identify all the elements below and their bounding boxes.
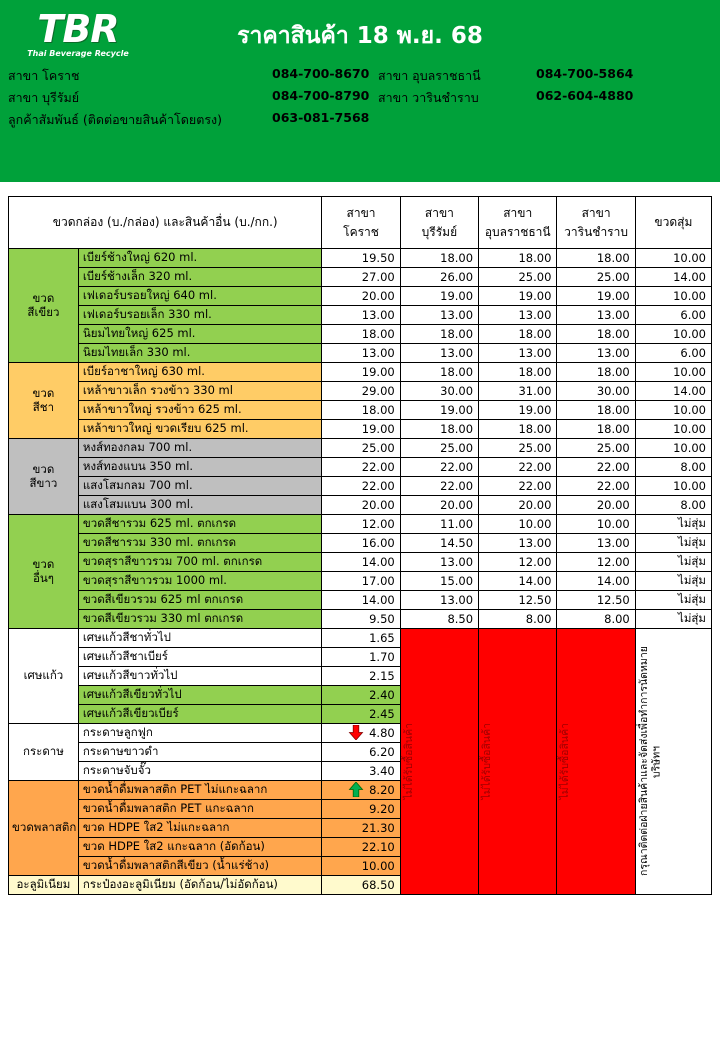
price-korat: 8.20 xyxy=(322,781,400,800)
price-korat: 20.00 xyxy=(322,287,400,306)
product-name: ขวดสีเขียวรวม 625 ml ตกเกรด xyxy=(78,591,322,610)
product-name: แสงโสมแบน 300 ml. xyxy=(78,496,322,515)
material-name: ขวดน้ำดื่มพลาสติก PET ไม่แกะฉลาก xyxy=(78,781,322,800)
price-korat: 27.00 xyxy=(322,268,400,287)
price-warin: 12.00 xyxy=(557,553,635,572)
price-korat: 18.00 xyxy=(322,401,400,420)
table-row xyxy=(9,420,712,439)
table-row xyxy=(9,306,712,325)
price-buriram: 20.00 xyxy=(400,496,478,515)
price-ubon: 18.00 xyxy=(479,249,557,268)
price-korat: 22.00 xyxy=(322,458,400,477)
product-name: ขวดสีเขียวรวม 330 ml ตกเกรด xyxy=(78,610,322,629)
header-branch-ubon: สาขา อุบลราชธานี xyxy=(479,197,557,249)
price-warin: 10.00 xyxy=(557,515,635,534)
branch-label-buriram: สาขา บุรีรัมย์ xyxy=(8,90,80,105)
header-branch-korat: สาขา โคราช xyxy=(322,197,400,249)
price-buriram: 19.00 xyxy=(400,287,478,306)
product-name: เหล้าขาวเล็ก รวงข้าว 330 ml xyxy=(78,382,322,401)
product-name: เบียร์อาชาใหญ่ 630 ml. xyxy=(78,363,322,382)
price-warin: 13.00 xyxy=(557,534,635,553)
material-name: เศษแก้วสีชาทั่วไป xyxy=(78,629,322,648)
price-warin: 18.00 xyxy=(557,325,635,344)
price-warin: 12.50 xyxy=(557,591,635,610)
price-ubon: 12.00 xyxy=(479,553,557,572)
branch-phone-korat: 084-700-8670 xyxy=(272,66,370,81)
price-buriram: 30.00 xyxy=(400,382,478,401)
table-row xyxy=(9,610,712,629)
page-title: ราคาสินค้า 18 พ.ย. 68 xyxy=(237,23,483,49)
price-korat: 6.20 xyxy=(322,743,400,762)
price-warin: 30.00 xyxy=(557,382,635,401)
no-purchase-note-ubon: ไม่ได้รับซื้อสินค้า xyxy=(479,629,557,895)
price-random: 6.00 xyxy=(635,344,711,363)
header-branch-buriram: สาขา บุรีรัมย์ xyxy=(400,197,478,249)
price-korat: 22.10 xyxy=(322,838,400,857)
price-korat: 14.00 xyxy=(322,553,400,572)
table-row xyxy=(9,572,712,591)
price-buriram: 19.00 xyxy=(400,401,478,420)
price-down-icon xyxy=(348,725,364,740)
product-name: เฟเดอร์บรอยใหญ่ 640 ml. xyxy=(78,287,322,306)
price-warin: 19.00 xyxy=(557,287,635,306)
price-korat: 21.30 xyxy=(322,819,400,838)
price-up-icon xyxy=(348,782,364,797)
price-buriram: 14.50 xyxy=(400,534,478,553)
table-row xyxy=(9,344,712,363)
product-name: เบียร์ช้างเล็ก 320 ml. xyxy=(78,268,322,287)
product-name: นิยมไทยเล็ก 330 ml. xyxy=(78,344,322,363)
logo-tagline: Thai Beverage Recycle xyxy=(27,49,129,58)
price-ubon: 22.00 xyxy=(479,477,557,496)
price-random: 10.00 xyxy=(635,363,711,382)
price-random: ไม่สุ่ม xyxy=(635,515,711,534)
material-group-label: อะลูมิเนียม xyxy=(9,876,79,895)
material-name: เศษแก้วสีเขียวเบียร์ xyxy=(78,705,322,724)
price-warin: 18.00 xyxy=(557,401,635,420)
material-group-label: ขวดพลาสติก xyxy=(9,781,79,876)
price-ubon: 12.50 xyxy=(479,591,557,610)
material-name: กระดาษจับจั๊ว xyxy=(78,762,322,781)
price-random: 14.00 xyxy=(635,382,711,401)
contact-row xyxy=(8,88,708,110)
price-ubon: 18.00 xyxy=(479,363,557,382)
price-warin: 18.00 xyxy=(557,420,635,439)
company-logo xyxy=(8,8,148,60)
price-buriram: 8.50 xyxy=(400,610,478,629)
price-warin: 25.00 xyxy=(557,439,635,458)
price-warin: 13.00 xyxy=(557,306,635,325)
table-row xyxy=(9,629,712,648)
price-random: 10.00 xyxy=(635,477,711,496)
price-ubon: 25.00 xyxy=(479,439,557,458)
price-random: 10.00 xyxy=(635,249,711,268)
price-korat: 2.15 xyxy=(322,667,400,686)
header-random-bottle: ขวดสุ่ม xyxy=(635,197,711,249)
customer-relations-label: ลูกค้าสัมพันธ์ (ติดต่อขายสินค้าโดยตรง) xyxy=(8,112,223,127)
price-korat: 1.65 xyxy=(322,629,400,648)
product-name: แสงโสมกลม 700 ml. xyxy=(78,477,322,496)
material-name: กระดาษลูกฟูก xyxy=(78,724,322,743)
table-row xyxy=(9,439,712,458)
price-buriram: 18.00 xyxy=(400,420,478,439)
table-row xyxy=(9,363,712,382)
price-random: 8.00 xyxy=(635,458,711,477)
price-random: 6.00 xyxy=(635,306,711,325)
price-warin: 22.00 xyxy=(557,477,635,496)
price-buriram: 18.00 xyxy=(400,363,478,382)
price-buriram: 13.00 xyxy=(400,344,478,363)
table-row xyxy=(9,534,712,553)
material-name: กระดาษขาวดำ xyxy=(78,743,322,762)
price-korat: 19.00 xyxy=(322,420,400,439)
price-korat: 29.00 xyxy=(322,382,400,401)
price-ubon: 19.00 xyxy=(479,287,557,306)
price-korat: 3.40 xyxy=(322,762,400,781)
table-row xyxy=(9,249,712,268)
price-ubon: 14.00 xyxy=(479,572,557,591)
price-ubon: 8.00 xyxy=(479,610,557,629)
price-korat: 19.00 xyxy=(322,363,400,382)
price-korat: 14.00 xyxy=(322,591,400,610)
price-random: 8.00 xyxy=(635,496,711,515)
table-row xyxy=(9,496,712,515)
table-row xyxy=(9,268,712,287)
price-warin: 13.00 xyxy=(557,344,635,363)
price-buriram: 26.00 xyxy=(400,268,478,287)
product-group-label: ขวด สีเขียว xyxy=(9,249,79,363)
price-warin: 20.00 xyxy=(557,496,635,515)
material-name: ขวดน้ำดื่มพลาสติก PET แกะฉลาก xyxy=(78,800,322,819)
price-warin: 8.00 xyxy=(557,610,635,629)
product-group-label: ขวด อื่นๆ xyxy=(9,515,79,629)
price-buriram: 11.00 xyxy=(400,515,478,534)
branch-phone-ubon: 084-700-5864 xyxy=(536,66,634,81)
product-name: เหล้าขาวใหญ่ ขวดเรียบ 625 ml. xyxy=(78,420,322,439)
product-name: หงส์ทองแบน 350 ml. xyxy=(78,458,322,477)
price-korat: 19.50 xyxy=(322,249,400,268)
price-korat: 13.00 xyxy=(322,344,400,363)
price-table-wrap xyxy=(8,196,712,895)
price-ubon: 13.00 xyxy=(479,534,557,553)
price-korat: 2.40 xyxy=(322,686,400,705)
footer-blank xyxy=(0,960,720,1040)
price-korat: 16.00 xyxy=(322,534,400,553)
price-buriram: 18.00 xyxy=(400,325,478,344)
material-name: ขวด HDPE ใส2 ไม่แกะฉลาก xyxy=(78,819,322,838)
table-row xyxy=(9,325,712,344)
material-name: ขวดน้ำดื่มพลาสติกสีเขียว (น้ำแร่ช้าง) xyxy=(78,857,322,876)
table-row xyxy=(9,553,712,572)
price-korat: 2.45 xyxy=(322,705,400,724)
table-row xyxy=(9,401,712,420)
price-korat: 4.80 xyxy=(322,724,400,743)
contact-block xyxy=(8,66,708,132)
table-row xyxy=(9,591,712,610)
table-row xyxy=(9,287,712,306)
price-ubon: 18.00 xyxy=(479,325,557,344)
price-random: 10.00 xyxy=(635,439,711,458)
price-random: ไม่สุ่ม xyxy=(635,610,711,629)
branch-phone-buriram: 084-700-8790 xyxy=(272,88,370,103)
price-buriram: 13.00 xyxy=(400,306,478,325)
price-random: 10.00 xyxy=(635,401,711,420)
price-ubon: 22.00 xyxy=(479,458,557,477)
price-korat: 17.00 xyxy=(322,572,400,591)
customer-relations-phone: 063-081-7568 xyxy=(272,110,370,125)
price-buriram: 22.00 xyxy=(400,477,478,496)
price-random: ไม่สุ่ม xyxy=(635,572,711,591)
price-warin: 22.00 xyxy=(557,458,635,477)
product-name: เบียร์ช้างใหญ่ 620 ml. xyxy=(78,249,322,268)
material-name: กระป๋องอะลูมิเนียม (อัดก้อน/ไม่อัดก้อน) xyxy=(78,876,322,895)
branch-label-korat: สาขา โคราช xyxy=(8,68,80,83)
price-ubon: 25.00 xyxy=(479,268,557,287)
contact-note-random: กรุณาติดต่อฝ่ายสินค้าและจัดส่งเพื่อทำการนัดหมายบริษัทฯ xyxy=(635,629,711,895)
price-ubon: 31.00 xyxy=(479,382,557,401)
product-group-label: ขวด สีขาว xyxy=(9,439,79,515)
product-name: นิยมไทยใหญ่ 625 ml. xyxy=(78,325,322,344)
header-branch-warin: สาขา วารินชำราบ xyxy=(557,197,635,249)
price-korat: 13.00 xyxy=(322,306,400,325)
material-name: เศษแก้วสีขาวทั่วไป xyxy=(78,667,322,686)
price-table xyxy=(8,196,712,895)
material-group-label: เศษแก้ว xyxy=(9,629,79,724)
price-random: 14.00 xyxy=(635,268,711,287)
price-buriram: 13.00 xyxy=(400,591,478,610)
material-name: เศษแก้วสีชาเบียร์ xyxy=(78,648,322,667)
material-name: เศษแก้วสีเขียวทั่วไป xyxy=(78,686,322,705)
price-buriram: 13.00 xyxy=(400,553,478,572)
product-name: ขวดสีชารวม 330 ml. ตกเกรด xyxy=(78,534,322,553)
price-ubon: 13.00 xyxy=(479,306,557,325)
price-random: ไม่สุ่ม xyxy=(635,534,711,553)
table-body xyxy=(9,249,712,895)
price-korat: 18.00 xyxy=(322,325,400,344)
price-korat: 1.70 xyxy=(322,648,400,667)
logo-text: TBR xyxy=(37,7,119,51)
price-random: 10.00 xyxy=(635,287,711,306)
price-korat: 68.50 xyxy=(322,876,400,895)
table-row xyxy=(9,477,712,496)
price-buriram: 15.00 xyxy=(400,572,478,591)
price-random: ไม่สุ่ม xyxy=(635,591,711,610)
table-header-row xyxy=(9,197,712,249)
price-random: 10.00 xyxy=(635,420,711,439)
price-ubon: 13.00 xyxy=(479,344,557,363)
price-korat: 20.00 xyxy=(322,496,400,515)
product-name: เฟเดอร์บรอยเล็ก 330 ml. xyxy=(78,306,322,325)
header-product: ขวดกล่อง (บ./กล่อง) และสินค้าอื่น (บ./กก.) xyxy=(9,197,322,249)
price-ubon: 20.00 xyxy=(479,496,557,515)
table-row xyxy=(9,515,712,534)
price-korat: 25.00 xyxy=(322,439,400,458)
price-warin: 18.00 xyxy=(557,249,635,268)
price-warin: 25.00 xyxy=(557,268,635,287)
product-name: ขวดสีชารวม 625 ml. ตกเกรด xyxy=(78,515,322,534)
no-purchase-note-warin: ไม่ได้รับซื้อสินค้า xyxy=(557,629,635,895)
price-buriram: 25.00 xyxy=(400,439,478,458)
price-random: 10.00 xyxy=(635,325,711,344)
page-header xyxy=(0,0,720,182)
material-group-label: กระดาษ xyxy=(9,724,79,781)
branch-label-ubon: สาขา อุบลราชธานี xyxy=(378,68,481,83)
table-row xyxy=(9,458,712,477)
contact-row xyxy=(8,110,708,132)
price-ubon: 10.00 xyxy=(479,515,557,534)
price-buriram: 22.00 xyxy=(400,458,478,477)
product-name: ขวดสุราสีขาวรวม 700 ml. ตกเกรด xyxy=(78,553,322,572)
price-korat: 12.00 xyxy=(322,515,400,534)
price-ubon: 18.00 xyxy=(479,420,557,439)
contact-row xyxy=(8,66,708,88)
price-korat: 10.00 xyxy=(322,857,400,876)
branch-phone-warin: 062-604-4880 xyxy=(536,88,634,103)
product-group-label: ขวด สีชา xyxy=(9,363,79,439)
material-name: ขวด HDPE ใส2 แกะฉลาก (อัดก้อน) xyxy=(78,838,322,857)
product-name: ขวดสุราสีขาวรวม 1000 ml. xyxy=(78,572,322,591)
price-buriram: 18.00 xyxy=(400,249,478,268)
product-name: เหล้าขาวใหญ่ รวงข้าว 625 ml. xyxy=(78,401,322,420)
price-ubon: 19.00 xyxy=(479,401,557,420)
price-warin: 14.00 xyxy=(557,572,635,591)
branch-label-warin: สาขา วารินชำราบ xyxy=(378,90,479,105)
price-korat: 9.20 xyxy=(322,800,400,819)
no-purchase-note-buriram: ไม่ได้รับซื้อสินค้า xyxy=(400,629,478,895)
price-korat: 22.00 xyxy=(322,477,400,496)
price-warin: 18.00 xyxy=(557,363,635,382)
table-row xyxy=(9,382,712,401)
product-name: หงส์ทองกลม 700 ml. xyxy=(78,439,322,458)
price-korat: 9.50 xyxy=(322,610,400,629)
price-random: ไม่สุ่ม xyxy=(635,553,711,572)
